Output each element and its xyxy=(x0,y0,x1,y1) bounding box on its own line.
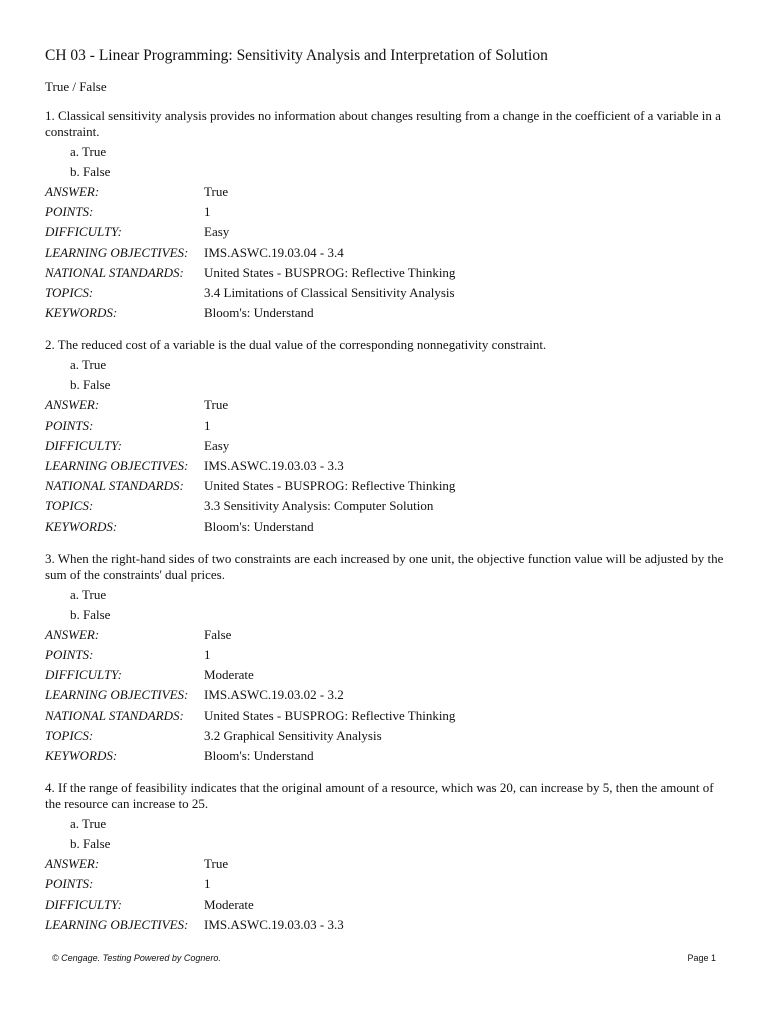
page-number: Page 1 xyxy=(687,953,716,963)
difficulty-label: DIFFICULTY: xyxy=(45,437,122,453)
difficulty-row xyxy=(45,436,725,456)
points-value: 1 xyxy=(204,204,211,220)
learning-objectives-value: IMS.ASWC.19.03.02 - 3.2 xyxy=(204,687,344,703)
national-standards-row xyxy=(45,263,725,283)
points-label: POINTS: xyxy=(45,647,94,663)
answer-label: ANSWER: xyxy=(45,856,100,872)
keywords-row xyxy=(45,746,725,766)
keywords-value: Bloom's: Understand xyxy=(204,305,314,321)
points-label: POINTS: xyxy=(45,876,94,892)
keywords-value: Bloom's: Understand xyxy=(204,748,314,764)
national-standards-value: United States - BUSPROG: Reflective Thinking xyxy=(204,264,456,280)
national-standards-label: NATIONAL STANDARDS: xyxy=(45,264,184,280)
question-4 xyxy=(45,780,725,935)
difficulty-value: Moderate xyxy=(204,896,254,912)
option-true: a. True xyxy=(70,816,107,832)
points-label: POINTS: xyxy=(45,204,94,220)
question-1 xyxy=(45,108,725,323)
national-standards-row xyxy=(45,706,725,726)
option-false: b. False xyxy=(70,836,111,852)
answer-row xyxy=(45,395,725,415)
option-true: a. True xyxy=(70,144,107,159)
answer-label: ANSWER: xyxy=(45,184,100,199)
learning-objectives-value: IMS.ASWC.19.03.04 - 3.4 xyxy=(204,244,344,260)
learning-objectives-label: LEARNING OBJECTIVES: xyxy=(45,458,189,474)
keywords-label: KEYWORDS: xyxy=(45,518,118,534)
learning-objectives-label: LEARNING OBJECTIVES: xyxy=(45,916,189,932)
answer-row xyxy=(45,182,725,202)
answer-label: ANSWER: xyxy=(45,626,100,642)
answer-value: False xyxy=(204,626,232,642)
points-value: 1 xyxy=(204,647,211,663)
topics-row xyxy=(45,726,725,746)
keywords-label: KEYWORDS: xyxy=(45,305,118,321)
answer-value: True xyxy=(204,397,229,413)
answer-value: True xyxy=(204,184,229,199)
document-page xyxy=(45,46,725,949)
learning-objectives-row xyxy=(45,915,725,935)
option-false: b. False xyxy=(70,606,111,622)
points-value: 1 xyxy=(204,417,211,433)
answer-row xyxy=(45,854,725,874)
keywords-value: Bloom's: Understand xyxy=(204,518,314,534)
learning-objectives-label: LEARNING OBJECTIVES: xyxy=(45,687,189,703)
topics-label: TOPICS: xyxy=(45,285,94,301)
difficulty-label: DIFFICULTY: xyxy=(45,896,122,912)
topics-label: TOPICS: xyxy=(45,498,94,514)
points-row xyxy=(45,202,725,222)
option-true: a. True xyxy=(70,586,107,602)
question-2 xyxy=(45,337,725,536)
topics-row xyxy=(45,496,725,516)
points-row xyxy=(45,874,725,894)
keywords-label: KEYWORDS: xyxy=(45,748,118,764)
copyright-notice: © Cengage. Testing Powered by Cognero. xyxy=(52,953,221,963)
points-row xyxy=(45,645,725,665)
points-row xyxy=(45,416,725,436)
keywords-row xyxy=(45,303,725,323)
question-stem: 2. The reduced cost of a variable is the dual value of the corresponding nonnegativity constraint. xyxy=(45,337,547,353)
learning-objectives-row xyxy=(45,456,725,476)
topics-value: 3.3 Sensitivity Analysis: Computer Solution xyxy=(204,498,434,514)
answer-label: ANSWER: xyxy=(45,397,100,413)
learning-objectives-value: IMS.ASWC.19.03.03 - 3.3 xyxy=(204,916,344,932)
learning-objectives-label: LEARNING OBJECTIVES: xyxy=(45,244,189,260)
topics-label: TOPICS: xyxy=(45,727,94,743)
difficulty-value: Easy xyxy=(204,437,230,453)
answer-row xyxy=(45,625,725,645)
question-stem: 3. When the right-hand sides of two constraints are each increased by one unit, the objective function value will be adjusted by the sum of the constraints' dual prices. xyxy=(45,550,724,582)
difficulty-label: DIFFICULTY: xyxy=(45,667,122,683)
points-label: POINTS: xyxy=(45,417,94,433)
question-stem: 4. If the range of feasibility indicates that the original amount of a resource, which was 20, can increase by 5, then the amount of the resource can increase to 25. xyxy=(45,780,714,812)
option-true: a. True xyxy=(70,357,107,373)
national-standards-row xyxy=(45,476,725,496)
keywords-row xyxy=(45,517,725,537)
national-standards-value: United States - BUSPROG: Reflective Thinking xyxy=(204,707,456,723)
learning-objectives-row xyxy=(45,685,725,705)
points-value: 1 xyxy=(204,876,211,892)
option-false: b. False xyxy=(70,164,111,179)
topics-value: 3.4 Limitations of Classical Sensitivity Analysis xyxy=(204,285,455,301)
page-title: CH 03 - Linear Programming: Sensitivity Analysis and Interpretation of Solution xyxy=(45,47,548,64)
page-footer xyxy=(52,953,716,963)
national-standards-label: NATIONAL STANDARDS: xyxy=(45,478,184,494)
learning-objectives-row xyxy=(45,243,725,263)
difficulty-value: Easy xyxy=(204,224,230,240)
section-heading: True / False xyxy=(45,79,107,94)
option-false: b. False xyxy=(70,377,111,393)
national-standards-label: NATIONAL STANDARDS: xyxy=(45,707,184,723)
difficulty-row xyxy=(45,665,725,685)
topics-value: 3.2 Graphical Sensitivity Analysis xyxy=(204,727,382,743)
question-3 xyxy=(45,551,725,766)
answer-value: True xyxy=(204,856,229,872)
learning-objectives-value: IMS.ASWC.19.03.03 - 3.3 xyxy=(204,458,344,474)
difficulty-row xyxy=(45,895,725,915)
national-standards-value: United States - BUSPROG: Reflective Thinking xyxy=(204,478,456,494)
difficulty-label: DIFFICULTY: xyxy=(45,224,122,240)
question-stem: 1. Classical sensitivity analysis provides no information about changes resulting from a change in the coefficient of a variable in a constraint. xyxy=(45,108,721,139)
difficulty-row xyxy=(45,222,725,242)
difficulty-value: Moderate xyxy=(204,667,254,683)
topics-row xyxy=(45,283,725,303)
